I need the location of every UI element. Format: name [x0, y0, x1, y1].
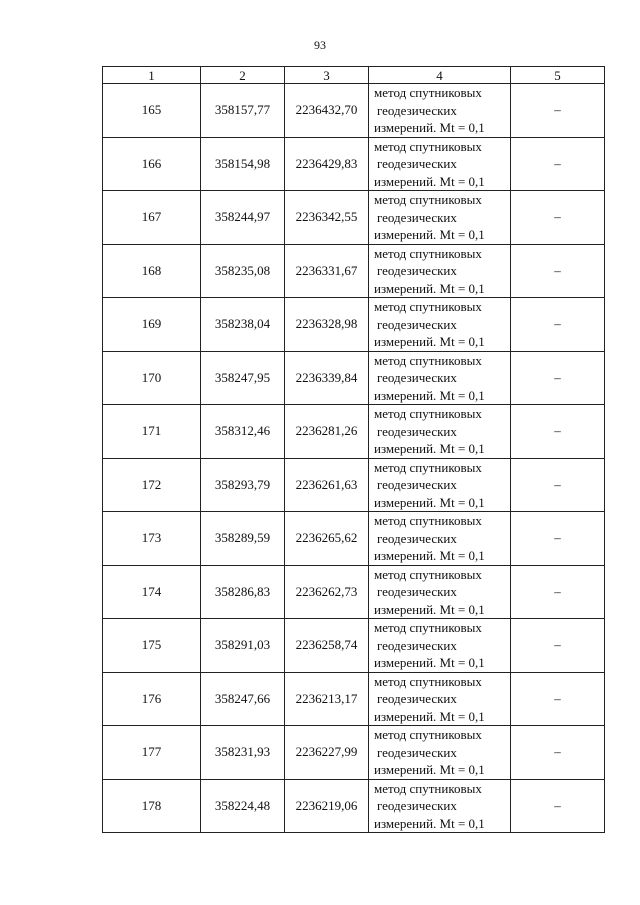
- column-header: 1: [103, 67, 201, 84]
- method-line-2: геодезических: [377, 584, 457, 599]
- coordinate-x: 358157,77: [201, 84, 285, 138]
- method-line-3: измерений. Mt = 0,1: [374, 708, 485, 724]
- coordinate-y: 2236265,62: [285, 512, 369, 566]
- method-line-1: метод спутниковых: [374, 299, 482, 314]
- table-row: [103, 298, 605, 352]
- coordinate-y: 2236219,06: [285, 779, 369, 833]
- table-row: [103, 458, 605, 512]
- method-line-2: геодезических: [377, 263, 457, 278]
- method-description: [369, 672, 511, 726]
- table-row: [103, 137, 605, 191]
- coordinate-y: 2236432,70: [285, 84, 369, 138]
- description-cell: –: [511, 619, 605, 673]
- description-cell: –: [511, 298, 605, 352]
- description-cell: –: [511, 84, 605, 138]
- point-number: 171: [103, 405, 201, 459]
- point-number: 169: [103, 298, 201, 352]
- point-number: 177: [103, 726, 201, 780]
- point-number: 175: [103, 619, 201, 673]
- method-description: [369, 351, 511, 405]
- point-number: 168: [103, 244, 201, 298]
- table-row: [103, 779, 605, 833]
- method-line-1: метод спутниковых: [374, 85, 482, 100]
- coordinate-x: 358312,46: [201, 405, 285, 459]
- method-line-3: измерений. Mt = 0,1: [374, 548, 485, 563]
- coordinate-x: 358289,59: [201, 512, 285, 566]
- method-line-2: геодезических: [377, 744, 457, 760]
- table-header-row: [103, 67, 605, 84]
- method-description: [369, 405, 511, 459]
- method-line-3: измерений. Mt = 0,1: [374, 601, 485, 617]
- table-row: [103, 351, 605, 405]
- coordinate-y: 2236227,99: [285, 726, 369, 780]
- method-line-1: метод спутниковых: [374, 459, 482, 475]
- method-line-3: измерений. Mt = 0,1: [374, 387, 485, 403]
- method-line-1: метод спутниковых: [374, 352, 482, 368]
- table-row: [103, 244, 605, 298]
- description-cell: –: [511, 672, 605, 726]
- coordinate-y: 2236339,84: [285, 351, 369, 405]
- coordinate-y: 2236429,83: [285, 137, 369, 191]
- coordinate-y: 2236258,74: [285, 619, 369, 673]
- table-row: [103, 565, 605, 619]
- method-line-1: метод спутниковых: [374, 673, 482, 689]
- table-row: [103, 84, 605, 138]
- coordinate-y: 2236213,17: [285, 672, 369, 726]
- column-header: 4: [369, 67, 511, 84]
- method-description: [369, 137, 511, 191]
- method-description: [369, 512, 511, 566]
- table-row: [103, 726, 605, 780]
- method-line-3: измерений. Mt = 0,1: [374, 655, 485, 670]
- method-description: [369, 458, 511, 512]
- table-body: [103, 84, 605, 833]
- coordinate-x: 358247,66: [201, 672, 285, 726]
- method-line-3: измерений. Mt = 0,1: [374, 280, 485, 296]
- method-line-2: геодезических: [377, 691, 457, 706]
- method-description: [369, 726, 511, 780]
- coordinate-y: 2236261,63: [285, 458, 369, 512]
- coordinate-y: 2236328,98: [285, 298, 369, 352]
- method-line-2: геодезических: [377, 370, 457, 385]
- table-row: [103, 405, 605, 459]
- method-line-2: геодезических: [377, 156, 457, 171]
- method-line-3: измерений. Mt = 0,1: [374, 494, 485, 510]
- description-cell: –: [511, 191, 605, 245]
- description-cell: –: [511, 565, 605, 619]
- method-description: [369, 84, 511, 138]
- method-description: [369, 565, 511, 619]
- description-cell: –: [511, 351, 605, 405]
- method-line-1: метод спутниковых: [374, 780, 482, 796]
- method-line-3: измерений. Mt = 0,1: [374, 762, 485, 777]
- table-row: [103, 619, 605, 673]
- method-line-1: метод спутниковых: [374, 138, 482, 154]
- method-line-2: геодезических: [377, 530, 457, 546]
- method-line-3: измерений. Mt = 0,1: [374, 227, 485, 242]
- method-line-2: геодезических: [377, 477, 457, 492]
- point-number: 172: [103, 458, 201, 512]
- coordinate-x: 358235,08: [201, 244, 285, 298]
- method-line-2: геодезических: [377, 316, 457, 332]
- method-line-1: метод спутниковых: [374, 245, 482, 261]
- coordinates-table: [102, 66, 605, 833]
- column-header: 3: [285, 67, 369, 84]
- table-row: [103, 672, 605, 726]
- table-row: [103, 191, 605, 245]
- coordinate-x: 358154,98: [201, 137, 285, 191]
- coordinate-x: 358244,97: [201, 191, 285, 245]
- point-number: 167: [103, 191, 201, 245]
- coordinate-y: 2236281,26: [285, 405, 369, 459]
- point-number: 166: [103, 137, 201, 191]
- description-cell: –: [511, 137, 605, 191]
- column-header: 5: [511, 67, 605, 84]
- method-description: [369, 191, 511, 245]
- method-description: [369, 619, 511, 673]
- method-line-1: метод спутниковых: [374, 406, 482, 421]
- point-number: 178: [103, 779, 201, 833]
- method-line-2: геодезических: [377, 798, 457, 813]
- description-cell: –: [511, 244, 605, 298]
- method-line-3: измерений. Mt = 0,1: [374, 815, 485, 831]
- coordinate-x: 358231,93: [201, 726, 285, 780]
- coordinate-x: 358247,95: [201, 351, 285, 405]
- point-number: 173: [103, 512, 201, 566]
- column-header: 2: [201, 67, 285, 84]
- coordinate-x: 358238,04: [201, 298, 285, 352]
- method-line-1: метод спутниковых: [374, 192, 482, 207]
- point-number: 174: [103, 565, 201, 619]
- description-cell: –: [511, 512, 605, 566]
- method-description: [369, 779, 511, 833]
- point-number: 176: [103, 672, 201, 726]
- description-cell: –: [511, 458, 605, 512]
- method-description: [369, 298, 511, 352]
- method-line-3: измерений. Mt = 0,1: [374, 120, 485, 135]
- point-number: 170: [103, 351, 201, 405]
- method-line-2: геодезических: [377, 423, 457, 439]
- coordinate-x: 358224,48: [201, 779, 285, 833]
- page-number: 93: [314, 38, 326, 52]
- method-line-3: измерений. Mt = 0,1: [374, 334, 485, 349]
- coordinate-x: 358293,79: [201, 458, 285, 512]
- method-line-1: метод спутниковых: [374, 566, 482, 582]
- description-cell: –: [511, 779, 605, 833]
- coordinate-x: 358286,83: [201, 565, 285, 619]
- description-cell: –: [511, 726, 605, 780]
- method-line-2: геодезических: [377, 102, 457, 118]
- method-line-2: геодезических: [377, 209, 457, 225]
- method-line-2: геодезических: [377, 637, 457, 653]
- coordinate-y: 2236262,73: [285, 565, 369, 619]
- method-line-1: метод спутниковых: [374, 727, 482, 742]
- coordinate-y: 2236331,67: [285, 244, 369, 298]
- description-cell: –: [511, 405, 605, 459]
- method-description: [369, 244, 511, 298]
- method-line-1: метод спутниковых: [374, 513, 482, 528]
- coordinate-y: 2236342,55: [285, 191, 369, 245]
- coordinate-x: 358291,03: [201, 619, 285, 673]
- table-row: [103, 512, 605, 566]
- method-line-3: измерений. Mt = 0,1: [374, 173, 485, 189]
- point-number: 165: [103, 84, 201, 138]
- method-line-3: измерений. Mt = 0,1: [374, 441, 485, 456]
- method-line-1: метод спутниковых: [374, 620, 482, 635]
